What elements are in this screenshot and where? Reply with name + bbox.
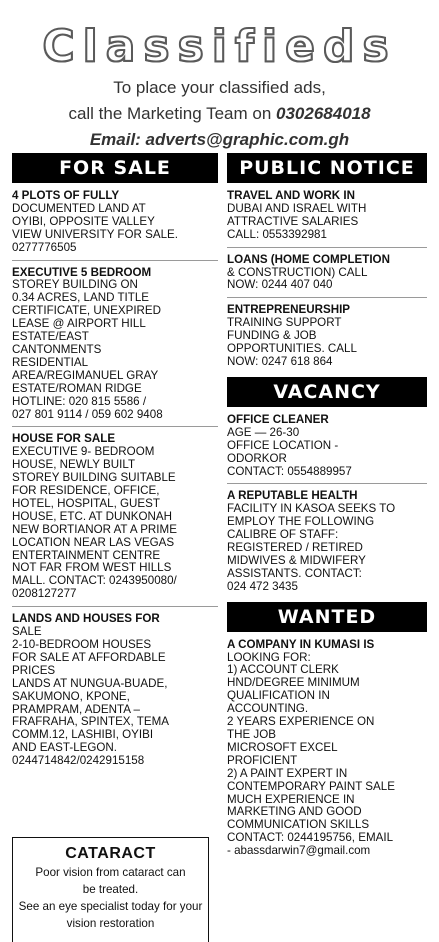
ad-headline: TRAVEL AND WORK IN <box>227 189 355 202</box>
divider <box>227 297 427 298</box>
ad-body: & CONSTRUCTION) CALL NOW: 0244 407 040 <box>227 265 368 292</box>
cataract-body: Poor vision from cataract can be treated. See an eye specialist today for your vision restoration <box>18 866 203 930</box>
ad-notice-3 <box>227 304 427 369</box>
divider <box>227 247 427 248</box>
ad-headline: 4 PLOTS OF FULLY <box>12 189 120 202</box>
ad-body: AGE — 26-30 OFFICE LOCATION - ODORKOR CONTACT: 0554889957 <box>227 425 352 478</box>
column-left <box>12 153 218 768</box>
ad-wanted-1 <box>227 639 427 858</box>
ad-body: FACILITY IN KASOA SEEKS TO EMPLOY THE FOLLOWING CALIBRE OF STAFF: REGISTERED / RETIRED MIDWIVES & MIDWIFERY ASSISTANTS. CONTACT: 024 472 3435 <box>227 502 396 593</box>
ad-headline: EXECUTIVE 5 BEDROOM <box>12 265 152 279</box>
phone-line <box>0 104 439 124</box>
ad-headline: OFFICE CLEANER <box>227 412 329 426</box>
ad-body: EXECUTIVE 9- BEDROOM HOUSE, NEWLY BUILT STOREY BUILDING SUITABLE FOR RESIDENCE, OFFICE, HOTEL, HOSPITAL, GUEST HOUSE, ETC. AT DUNKONAH NEW BORTIANOR AT A PRIME LOCATION NEAR LAS VEGAS ENTERTAINMENT CENTRE NOT FAR FROM WEST HILLS MALL. CONTACT: 0243950080/ 0208127277 <box>12 445 177 601</box>
cataract-title: CATARACT <box>65 845 156 862</box>
ad-headline: LANDS AND HOUSES FOR <box>12 612 160 626</box>
divider <box>227 483 427 484</box>
ad-headline: ENTREPRENEURSHIP <box>227 303 351 317</box>
email-line: Email: adverts@graphic.com.gh <box>89 130 350 149</box>
ad-headline: LOANS (HOME COMPLETION <box>227 252 390 266</box>
ad-notice-1 <box>227 190 427 242</box>
ad-headline: A COMPANY IN KUMASI IS <box>227 637 375 651</box>
intro-line: To place your classified ads, <box>113 78 326 97</box>
masthead <box>0 22 439 150</box>
ad-notice-2 <box>227 254 427 293</box>
ad-for-sale-4 <box>12 613 218 768</box>
cataract-box <box>12 837 209 942</box>
ad-for-sale-2 <box>12 267 218 422</box>
ad-body: STOREY BUILDING ON 0.34 ACRES, LAND TITLE CERTIFICATE, UNEXPIRED LEASE @ AIRPORT HILL ESTATE/EAST CANTONMENTS RESIDENTIAL AREA/REGIMANUEL GRAY ESTATE/ROMAN RIDGE HOTLINE: 020 815 5586 / 027 801 9114 / 059 602 9408 <box>12 278 163 421</box>
ad-vacancy-1 <box>227 414 427 479</box>
ad-headline: A REPUTABLE HEALTH <box>227 489 358 503</box>
divider <box>12 426 218 427</box>
ad-for-sale-1 <box>12 190 218 255</box>
vacancy-heading: VACANCY <box>227 377 427 407</box>
ad-body: DUBAI AND ISRAEL WITH ATTRACTIVE SALARIES CALL: 0553392981 <box>227 201 367 241</box>
divider <box>12 260 218 261</box>
ad-body: TRAINING SUPPORT FUNDING & JOB OPPORTUNITIES. CALL NOW: 0247 618 864 <box>227 316 357 368</box>
ad-body: LOOKING FOR: 1) ACCOUNT CLERK HND/DEGREE MINIMUM QUALIFICATION IN ACCOUNTING. 2 YEARS EXPERIENCE ON THE JOB MICROSOFT EXCEL PROFICIENT 2) A PAINT EXPERT IN CONTEMPORARY PAINT SALE MUCH EXPERIENCE IN MARKETING AND GOOD COMMUNICATION SKILLS CONTACT: 0244195756, EMAIL - abassdarwin7@gmail.com <box>227 650 395 858</box>
ad-body: DOCUMENTED LAND AT OYIBI, OPPOSITE VALLEY VIEW UNIVERSITY FOR SALE. 0277776505 <box>12 201 178 254</box>
phone-number: 0302684018 <box>276 104 371 123</box>
phone-prefix: call the Marketing Team on <box>68 104 277 123</box>
page-title: Classifieds <box>42 21 397 72</box>
divider <box>12 606 218 607</box>
wanted-heading: WANTED <box>227 602 427 632</box>
public-notice-heading: PUBLIC NOTICE <box>227 153 427 183</box>
ad-body: SALE 2-10-BEDROOM HOUSES FOR SALE AT AFFORDABLE PRICES LANDS AT NUNGUA-BUADE, SAKUMONO, KPONE, PRAMPRAM, ADENTA – FRAFRAHA, SPINTEX, TEMA COMM.12, LASHIBI, OYIBI AND EAST-LEGON. 0244714842/0242915158 <box>12 625 169 768</box>
column-right <box>227 153 427 858</box>
ad-for-sale-3 <box>12 433 218 601</box>
ad-headline: HOUSE FOR SALE <box>12 432 116 446</box>
for-sale-heading: FOR SALE <box>12 153 218 183</box>
ad-vacancy-2 <box>227 490 427 593</box>
